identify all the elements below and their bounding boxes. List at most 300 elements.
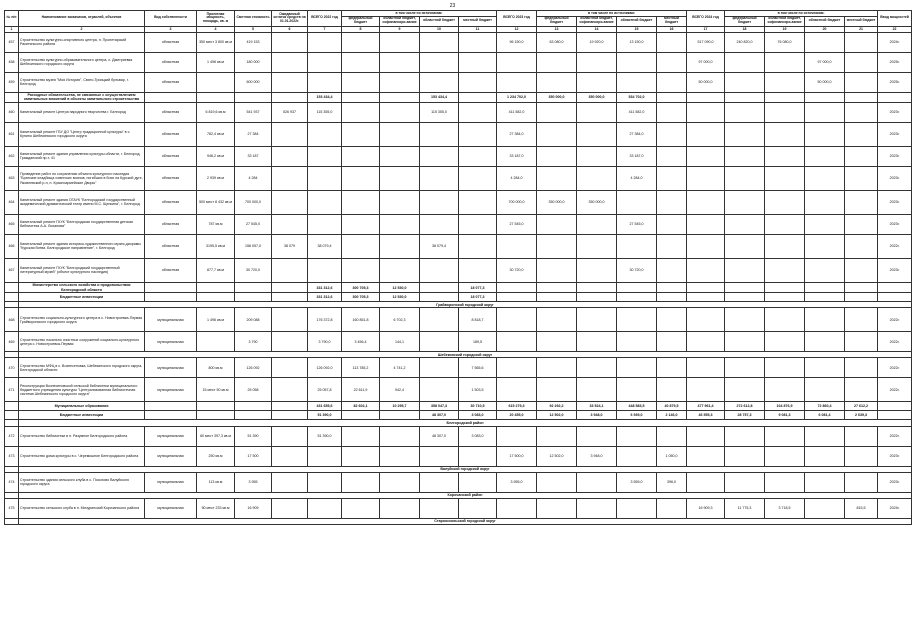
table-cell: 63 080,0 [537,32,577,52]
table-cell: 40 879,5 [657,402,687,411]
table-cell: 465 [5,214,19,234]
table-cell [145,92,197,102]
table-cell [197,411,235,420]
table-cell: Капитальный ремонт ГКУК "Белгородский государственный литературный музей" (объект культурного наследия) [19,258,145,282]
table-cell: Реконструкция Вознесеновской сельской библиотеки муниципального бюджетного учреждения культуры "Централизованная библиотечная система Шебекинского городского округа" [19,378,145,402]
col-local-2023: местный бюджет [657,16,687,26]
table-cell [765,166,805,190]
section-title: Белгородский район [19,420,912,426]
table-cell: 471 [5,378,19,402]
table-cell [657,308,687,332]
table-cell [197,293,235,302]
table-cell: 7 565,6 [459,358,497,378]
table-cell: 3195,5 кв.м [197,234,235,258]
table-cell: 51 390,0 [308,411,342,420]
table-cell: 2024г. [878,498,912,518]
table-cell [342,446,380,466]
table-row [5,426,912,446]
table-cell [577,166,617,190]
table-cell [272,293,308,302]
table-cell [805,308,845,332]
table-cell: 350 000,0 [537,190,577,214]
table-cell [308,258,342,282]
col-regcofin-2022: областной бюджет, софинансиро-вание [380,16,420,26]
table-body [5,32,912,524]
table-cell [725,446,765,466]
table-cell: областная [145,146,197,166]
table-cell [577,258,617,282]
column-number: 13 [537,26,577,32]
table-cell: 787 кв.м [197,214,235,234]
table-cell [459,472,497,492]
table-cell: Строительство локально очистных сооружений социально-культурного центра с. Новостроевка-Первая [19,332,145,352]
table-cell [845,332,878,352]
col-reg-2024: областной бюджет [805,16,845,26]
table-cell [342,52,380,72]
table-cell: Бюджетные инвестиции [19,293,145,302]
table-cell [497,308,537,332]
table-cell [308,32,342,52]
table-row [5,32,912,52]
table-cell [497,293,537,302]
table-cell [197,402,235,411]
table-cell [537,122,577,146]
column-number: 6 [272,26,308,32]
table-cell [617,282,657,292]
table-cell [845,32,878,52]
table-cell: 209 088 [235,308,272,332]
table-cell [845,52,878,72]
table-cell [420,72,459,92]
table-cell: 2025г. [878,52,912,72]
table-cell [420,258,459,282]
table-cell: 30 720,0 [617,258,657,282]
table-cell: 2 146,0 [657,411,687,420]
table-cell: 76 080,0 [765,32,805,52]
table-cell: 27 384,0 [617,122,657,146]
table-cell [420,498,459,518]
table-cell: 396,0 [657,472,687,492]
table-cell: 96 150,0 [497,32,537,52]
col-local-2022: местный бюджет [459,16,497,26]
subtotal-row [5,92,912,102]
table-cell [845,72,878,92]
table-cell [459,122,497,146]
table-cell: 459 [5,72,19,92]
table-cell [805,146,845,166]
table-cell: 27 545,0 [497,214,537,234]
table-cell [235,92,272,102]
table-cell [420,214,459,234]
table-cell: 411 582,0 [497,102,537,122]
table-cell: Муниципальные образования [19,402,145,411]
table-cell [308,214,342,234]
col-cost: Сметная стоимость [235,11,272,27]
table-cell: 946,2 кв.м [197,146,235,166]
table-cell: 3 955,0 [497,472,537,492]
section-title: Шебекинский городской округ [19,352,912,358]
table-cell [845,146,878,166]
table-cell [805,446,845,466]
table-cell: 97 000,0 [805,52,845,72]
table-cell: 104 876,9 [765,402,805,411]
table-cell [497,282,537,292]
table-cell [272,332,308,352]
table-cell [342,72,380,92]
table-cell [272,122,308,146]
table-cell [845,102,878,122]
table-cell [197,92,235,102]
table-cell [765,258,805,282]
table-cell [380,146,420,166]
table-cell [342,190,380,214]
table-cell [725,102,765,122]
table-cell [272,378,308,402]
table-cell: Проведение работ по сохранению объекта культурного наследия "Братские кладбища советских воинов, погибших в боях на Курской дуге, Яковлевский р-н, п. Красноармейские Дворы" [19,166,145,190]
table-cell: 3 948,0 [577,446,617,466]
table-cell [342,92,380,102]
table-cell [617,426,657,446]
table-cell [805,92,845,102]
table-cell: 50 мест 233 кв.м [197,498,235,518]
table-cell: 477 961,4 [687,402,725,411]
col-regcofin-2024: областной бюджет, софинансиро-вание [765,16,805,26]
table-cell: 350 000,0 [577,190,617,214]
table-cell: муниципальная [145,308,197,332]
table-cell: 176 372,8 [308,308,342,332]
table-cell: Министерство сельского хозяйства и продовольствия Белгородской области [19,282,145,292]
table-cell [725,92,765,102]
table-cell [577,426,617,446]
table-cell: 600 000 [235,72,272,92]
table-cell [657,92,687,102]
column-number: 14 [577,26,617,32]
table-cell [420,282,459,292]
table-cell [459,166,497,190]
table-row [5,146,912,166]
table-cell: 1 234 702,0 [497,92,537,102]
table-cell [687,472,725,492]
table-cell: 468 [5,308,19,332]
table-cell: 180 000 [235,52,272,72]
table-cell [272,402,308,411]
subtotal-row [5,402,912,411]
table-cell [845,358,878,378]
table-cell [577,282,617,292]
column-number: 18 [725,26,765,32]
table-cell [272,472,308,492]
table-cell [577,293,617,302]
table-row [5,446,912,466]
table-cell [235,411,272,420]
table-cell [145,293,197,302]
table-cell: 1 050,0 [657,446,687,466]
table-cell: 2024г. [878,32,912,52]
column-number: 16 [657,26,687,32]
table-cell [687,92,725,102]
table-cell: 18 077,3 [459,293,497,302]
table-cell [687,258,725,282]
table-cell [577,102,617,122]
table-cell: 2023г. [878,166,912,190]
table-cell [805,293,845,302]
table-cell: областная [145,214,197,234]
table-cell: 475 [5,498,19,518]
table-cell: 12 530,0 [380,293,420,302]
table-cell [687,282,725,292]
table-cell [687,166,725,190]
table-cell [657,293,687,302]
table-cell: 782,4 кв.м [197,122,235,146]
table-cell: 2023г. [878,214,912,234]
table-cell [617,190,657,214]
section-title: Старооскольский городской округ [19,518,912,524]
table-cell: 19 920,0 [577,32,617,52]
table-cell: 4 741,2 [380,358,420,378]
table-cell [342,146,380,166]
table-cell: 3 456,4 [342,332,380,352]
table-cell [725,214,765,234]
table-cell [687,214,725,234]
table-cell [657,122,687,146]
table-cell [235,402,272,411]
table-cell: 33 524,1 [577,402,617,411]
table-cell [420,166,459,190]
table-cell [617,52,657,72]
table-row [5,378,912,402]
table-cell [725,52,765,72]
column-number: 17 [687,26,725,32]
table-cell [805,190,845,214]
table-cell: 30 710,5 [459,402,497,411]
table-cell: областная [145,32,197,52]
table-cell: 700 000,0 [235,190,272,214]
table-cell [765,102,805,122]
table-cell [5,293,19,302]
section-title: Валуйский городской округ [19,466,912,472]
table-cell [380,411,420,420]
table-cell: 3 718,5 [765,498,805,518]
table-cell [725,72,765,92]
table-cell: Расходные обязательства, не связанные с осуществлением капитальных вложений в объекты капитального строительства [19,92,145,102]
table-cell: областная [145,258,197,282]
table-cell: 10 295,7 [380,402,420,411]
table-cell [725,332,765,352]
table-cell: 419 153 [235,32,272,52]
table-cell: 2023г. [878,472,912,492]
table-row [5,52,912,72]
column-number: 20 [805,26,845,32]
table-cell: 534 702,0 [617,92,657,102]
table-row [5,234,912,258]
table-row [5,72,912,92]
table-cell: Капитальный ремонт Центра народного творчества г. Белгород [19,102,145,122]
table-cell [657,214,687,234]
column-number: 12 [497,26,537,32]
table-cell: 144,1 [380,332,420,352]
col-reg-2022: областной бюджет [420,16,459,26]
table-cell [420,308,459,332]
table-cell: 27 384,0 [497,122,537,146]
table-cell: 113 кв.м [197,472,235,492]
table-cell [497,52,537,72]
table-cell [537,358,577,378]
col-remaining: Ожидаемый остаток средств на 01.01.2022г. [272,11,308,27]
column-number: 9 [380,26,420,32]
table-cell [577,378,617,402]
table-cell [308,166,342,190]
table-cell [235,293,272,302]
table-cell [765,358,805,378]
table-cell: 30 720,0 [235,258,272,282]
table-cell: 331 312,6 [308,282,342,292]
table-cell [537,72,577,92]
table-cell [878,282,912,292]
table-cell [342,122,380,146]
table-cell [845,258,878,282]
table-cell: Капитальный ремонт ГБУ ДО "Центр традиционной культуры" в с. Купино Шебекинского городского округа [19,122,145,146]
table-cell: Строительство МФЦ в с. Вознесеновка, Шебекинского городского округа, Белгородской области [19,358,145,378]
table-cell [5,402,19,411]
table-cell: 942,4 [380,378,420,402]
table-cell [845,308,878,332]
table-cell: 358 047,3 [420,402,459,411]
table-cell [765,378,805,402]
table-header [5,11,912,33]
table-cell [577,72,617,92]
table-cell: 1 496 кв.м [197,52,235,72]
table-cell: 3 790 [235,332,272,352]
table-cell [537,102,577,122]
table-cell [380,190,420,214]
table-cell [342,214,380,234]
table-cell: 3 955 [235,472,272,492]
table-cell: 6 939,0 [617,411,657,420]
table-cell [459,102,497,122]
table-cell [497,72,537,92]
page-number: 23 [449,3,456,9]
table-cell: 20 455,0 [497,411,537,420]
table-cell [380,166,420,190]
table-cell: Строительство дома культуры в с. Черемошное Белгородского района [19,446,145,466]
table-cell [765,234,805,258]
table-cell [657,32,687,52]
table-cell: муниципальная [145,332,197,352]
table-row [5,214,912,234]
table-cell: 48 307,0 [420,426,459,446]
table-cell [380,72,420,92]
table-cell [308,498,342,518]
col-commission: Ввод мощностей [878,11,912,27]
table-cell: 517 090,0 [687,32,725,52]
table-cell [380,122,420,146]
table-cell: 473 [5,446,19,466]
table-cell [342,32,380,52]
table-cell: 474 [5,472,19,492]
table-cell [308,122,342,146]
table-cell: областная [145,166,197,190]
table-cell: муниципальная [145,378,197,402]
table-cell [459,214,497,234]
col-total-2024: ВСЕГО 2024 год [687,11,725,27]
table-cell [342,258,380,282]
table-cell: 2022г. [878,426,912,446]
column-number: 10 [420,26,459,32]
table-cell [845,122,878,146]
table-cell: 2023г. [878,102,912,122]
table-cell: 27 545,0 [235,214,272,234]
table-cell [497,332,537,352]
table-cell [878,411,912,420]
col-sources-2024: в том числе по источникам: [725,11,878,17]
table-cell: 2023г. [878,122,912,146]
table-cell: Бюджетные инвестиции [19,411,145,420]
table-cell: 33 187,0 [617,146,657,166]
table-cell: 12 530,0 [380,282,420,292]
table-cell [342,411,380,420]
column-number: 22 [878,26,912,32]
table-cell: 30 720,0 [497,258,537,282]
col-name: Наименование заказчиков, отраслей, объектов [19,11,145,27]
table-cell: 8 818,7 [459,308,497,332]
table-cell [765,92,805,102]
table-cell [420,332,459,352]
table-cell: 6 081,4 [805,411,845,420]
col-fed-2022: федеральный бюджет [342,16,380,26]
table-cell [577,122,617,146]
table-cell: Строительство сельского клуба в п. Мичуринский Корочанского района [19,498,145,518]
table-cell [380,258,420,282]
table-cell [657,102,687,122]
table-cell: областная [145,72,197,92]
table-cell [459,234,497,258]
table-cell: муниципальная [145,446,197,466]
table-cell: 72 860,4 [805,402,845,411]
table-cell: 82 602,1 [342,402,380,411]
col-ownership: Вид собственности [145,11,197,27]
table-cell: 126 092 [235,358,272,378]
table-cell [725,258,765,282]
table-cell: 331 312,6 [308,293,342,302]
table-cell [725,358,765,378]
table-cell [197,282,235,292]
table-cell: 877,7 кв.м [197,258,235,282]
table-cell [617,308,657,332]
table-row [5,190,912,214]
subtotal-row [5,293,912,302]
table-cell [5,282,19,292]
table-cell: 1 496 кв.м [197,308,235,332]
table-cell: 2022г. [878,234,912,258]
table-cell [765,293,805,302]
table-cell: 28 757,3 [725,411,765,420]
table-cell [537,308,577,332]
table-cell [657,378,687,402]
table-cell [765,282,805,292]
table-cell [308,146,342,166]
table-cell: 448 583,5 [617,402,657,411]
table-cell: 460 [5,102,19,122]
table-cell: 16 909,3 [687,498,725,518]
table-cell [537,426,577,446]
table-cell: 12 502,0 [537,411,577,420]
table-cell [497,498,537,518]
table-cell [272,498,308,518]
table-cell: 17 500,0 [497,446,537,466]
table-cell: Строительство социально-культурного центра в с. Новостроевка-Первая Грайворонского городского округа [19,308,145,332]
table-cell [845,446,878,466]
table-cell [459,146,497,166]
